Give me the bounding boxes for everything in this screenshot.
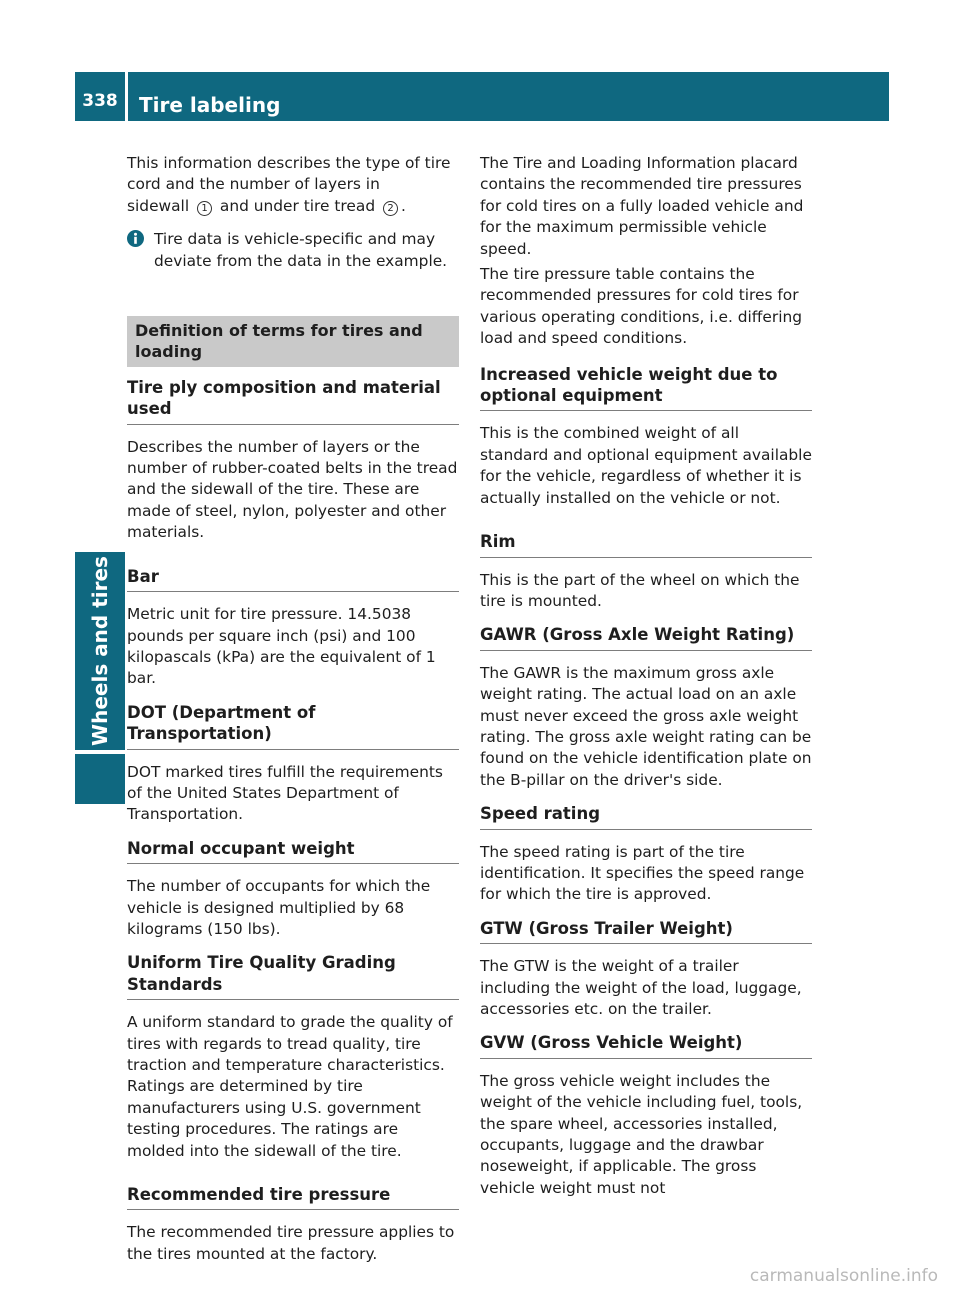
page-number: 338 bbox=[75, 72, 125, 121]
section-heading: Bar bbox=[127, 566, 459, 592]
section-heading: Tire ply composition and material used bbox=[127, 377, 459, 425]
section-body: The GAWR is the maximum gross axle weight rating. The actual load on an axle must never exceed the gross axle weight rating. The gross axle weight rating can be found on the vehicle identification plate on the B-pillar on the driver's side. bbox=[480, 663, 812, 789]
section-body: Describes the number of layers or the number of rubber-coated belts in the tread and the sidewall of the tire. These are made of steel, nylon, polyester and other materials. bbox=[127, 437, 458, 542]
intro-line: This information describes the type of tire bbox=[127, 154, 451, 172]
note-text: Tire data is vehicle-specific and may deviate from the data in the example. bbox=[154, 230, 448, 270]
right-column bbox=[480, 153, 812, 1211]
intro-text: and under tire tread bbox=[219, 196, 376, 215]
section-body: This is the combined weight of all standard and optional equipment available for the vehicle, regardless of whether it is actually installed on the vehicle or not. bbox=[480, 424, 812, 507]
info-note bbox=[127, 229, 459, 272]
section-heading: Recommended tire pressure bbox=[127, 1184, 459, 1210]
section-marker bbox=[75, 754, 125, 804]
intro-paragraph: The Tire and Loading Information placard contains the recommended tire pressures for cold tires on a fully loaded vehicle and for the maximum permissible vehicle speed. bbox=[480, 154, 804, 258]
section-heading: Uniform Tire Quality Grading Standards bbox=[127, 952, 459, 1000]
section-body: The number of occupants for which the vehicle is designed multiplied by 68 kilograms (150 lbs). bbox=[127, 877, 431, 938]
section-heading: DOT (Department of Transportation) bbox=[127, 702, 459, 750]
definitions-box-title: Definition of terms for tires and loading bbox=[127, 316, 459, 367]
section-body: The speed rating is part of the tire identification. It specifies the speed range for which the tire is approved. bbox=[480, 842, 805, 904]
section-heading: Increased vehicle weight due to optional equipment bbox=[480, 364, 812, 412]
section-body: The gross vehicle weight includes the weight of the vehicle including fuel, tools, the spare wheel, accessories installed, occupants, luggage and the drawbar noseweight, if applicable. The gross vehicle weight must not bbox=[480, 1071, 803, 1197]
section-body: The recommended tire pressure applies to the tires mounted at the factory. bbox=[127, 1223, 455, 1263]
watermark: carmanualsonline.info bbox=[749, 1266, 938, 1286]
section-heading: GTW (Gross Trailer Weight) bbox=[480, 918, 812, 944]
section-body: The GTW is the weight of a trailer including the weight of the load, luggage, accessories etc. on the trailer. bbox=[480, 957, 802, 1018]
section-heading: Rim bbox=[480, 531, 812, 557]
intro-paragraph: The tire pressure table contains the recommended pressures for cold tires for various operating conditions, i.e. differing load and speed conditions. bbox=[480, 265, 802, 348]
section-tab-label: Wheels and tires bbox=[88, 556, 112, 746]
section-tab bbox=[75, 552, 125, 750]
callout-marker-1: 1 bbox=[197, 201, 212, 216]
intro-paragraph bbox=[127, 153, 459, 217]
section-body: Metric unit for tire pressure. 14.5038 pounds per square inch (psi) and 100 kilopascals (kPa) are the equivalent of 1 bar. bbox=[127, 605, 436, 688]
callout-marker-2: 2 bbox=[383, 201, 398, 216]
page-title: Tire labeling bbox=[128, 72, 889, 121]
section-body: A uniform standard to grade the quality of tires with regards to tread quality, tire traction and temperature characteristics. Ratings are determined by tire manufacturers using U.S. government testing procedures. The ratings are molded into the sidewall of the tire. bbox=[127, 1013, 453, 1160]
section-heading: Speed rating bbox=[480, 803, 812, 829]
intro-text: sidewall bbox=[127, 196, 190, 215]
section-body: This is the part of the wheel on which the tire is mounted. bbox=[480, 570, 800, 610]
section-heading: GVW (Gross Vehicle Weight) bbox=[480, 1032, 812, 1058]
section-body: DOT marked tires fulfill the requirements of the United States Department of Transportation. bbox=[127, 762, 443, 824]
intro-text: . bbox=[401, 196, 406, 215]
left-column bbox=[127, 153, 459, 1277]
section-heading: GAWR (Gross Axle Weight Rating) bbox=[480, 624, 812, 650]
section-heading: Normal occupant weight bbox=[127, 838, 459, 864]
intro-line: cord and the number of layers in bbox=[127, 175, 380, 194]
info-icon bbox=[127, 230, 144, 247]
